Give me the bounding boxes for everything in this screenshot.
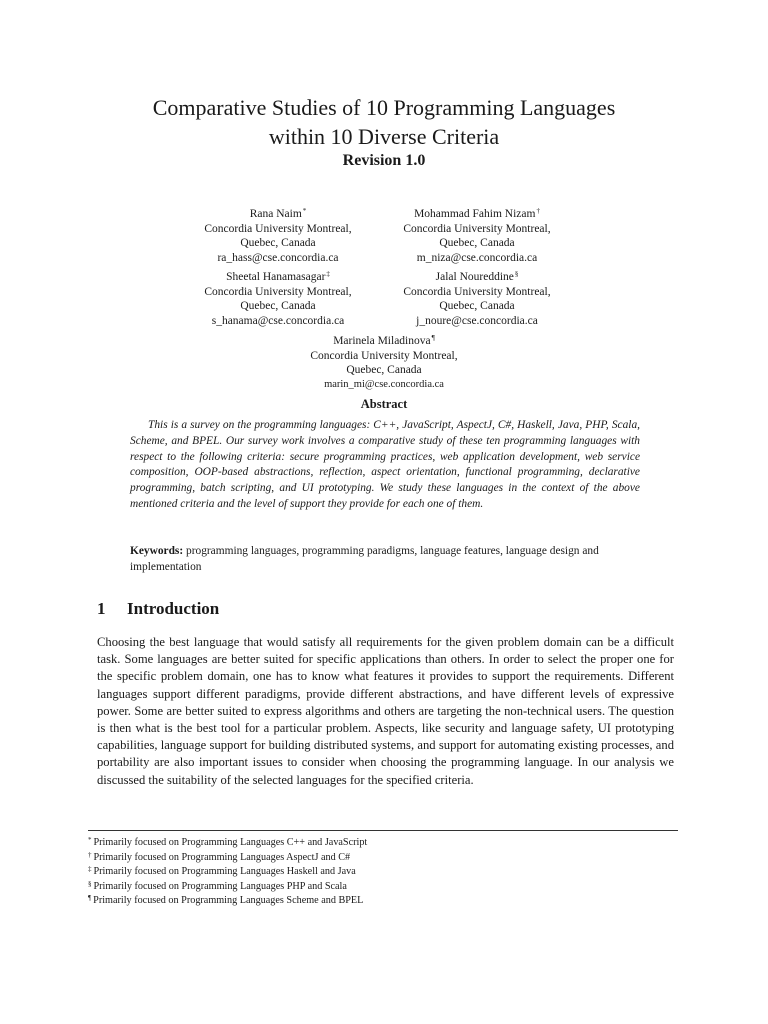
author-email: ra_hass@cse.concordia.ca	[217, 251, 339, 264]
author-email: m_niza@cse.concordia.ca	[416, 251, 538, 264]
author-mark: ‡	[326, 270, 330, 278]
revision-label: Revision 1.0	[342, 152, 426, 169]
footnotes	[88, 836, 648, 909]
paper-title	[0, 93, 768, 151]
author-email: marin_mi@cse.concordia.ca	[324, 378, 444, 390]
footnote-text: Primarily focused on Programming Languages Scheme and BPEL	[93, 895, 364, 907]
author-block	[357, 270, 597, 328]
author-location: Quebec, Canada	[346, 364, 422, 376]
footnote-mark: †	[88, 850, 92, 859]
author-block	[264, 334, 504, 392]
author-affiliation: Concordia University Montreal,	[204, 222, 352, 235]
footnote-divider	[88, 830, 678, 831]
author-name: Sheetal Hanamasagar	[226, 271, 326, 283]
section-number: 1	[97, 599, 106, 618]
author-mark: ¶	[431, 334, 435, 342]
author-location: Quebec, Canada	[240, 237, 316, 249]
footnote	[88, 880, 648, 895]
footnote	[88, 894, 648, 909]
author-email: s_hanama@cse.concordia.ca	[211, 314, 345, 327]
author-name-line	[357, 270, 597, 285]
author-affiliation: Concordia University Montreal,	[204, 285, 352, 298]
author-affiliation: Concordia University Montreal,	[403, 285, 551, 298]
author-location: Quebec, Canada	[439, 237, 515, 249]
footnote	[88, 865, 648, 880]
footnote	[88, 836, 648, 851]
abstract-text: This is a survey on the programming languages: C++, JavaScript, AspectJ, C#, Haskell, Java, PHP, Scala, Scheme, and BPEL. Our survey work involves a comparative study of these ten programming languages with respect to the following criteria: secure programming practices, web application development, web service composition, OOP-based abstractions, reflection, aspect orientation, functional programming, declarative programming, batch scripting, and UI prototyping. We study these languages in the context of the above mentioned criteria and the level of support they provide for each one of them.	[130, 419, 640, 510]
footnote-mark: ¶	[88, 894, 92, 903]
author-name: Mohammad Fahim Nizam	[414, 208, 536, 220]
footnote-mark: ‡	[88, 865, 92, 874]
keywords	[130, 544, 640, 576]
keywords-label: Keywords:	[130, 545, 184, 557]
author-mark: †	[536, 207, 540, 215]
footnote-text: Primarily focused on Programming Languages PHP and Scala	[93, 880, 347, 892]
title-line-2: within 10 Diverse Criteria	[268, 124, 500, 149]
keywords-text: programming languages, programming paradigms, language features, language design and implementation	[130, 545, 599, 573]
author-mark: *	[302, 207, 307, 215]
author-block	[357, 207, 597, 265]
author-email: j_noure@cse.concordia.ca	[416, 314, 538, 327]
author-name-line	[357, 207, 597, 222]
section-title: Introduction	[127, 599, 220, 618]
footnote-text: Primarily focused on Programming Languages AspectJ and C#	[93, 851, 351, 863]
author-affiliation: Concordia University Montreal,	[403, 222, 551, 235]
footnote-mark: *	[88, 836, 92, 844]
author-affiliation: Concordia University Montreal,	[310, 349, 458, 362]
introduction-paragraph: Choosing the best language that would satisfy all requirements for the given problem domain can be a difficult task. Some languages are better suited for specific applications than others. In order to select the proper one for the specific problem domain, one has to know what features it provides to support the requirements. Different languages support different paradigms, provide different abstractions, and have different levels of expressive power. Some are better suited to express algorithms and others are targeting the non-technical users. The question is then what is the best tool for a particular problem. Aspects, like security and language safety, UI prototyping capabilities, language support for building distributed systems, and support for automating existing processes, and portability are also important issues to consider when choosing the programming language. In our analysis we discussed the suitability of the selected languages for the specified criteria.	[97, 635, 674, 787]
abstract-heading: Abstract	[360, 397, 408, 411]
author-mark: §	[514, 270, 519, 278]
author-name: Marinela Miladinova	[333, 335, 431, 347]
author-location: Quebec, Canada	[240, 300, 316, 312]
footnote	[88, 851, 648, 866]
footnote-text: Primarily focused on Programming Languages C++ and JavaScript	[93, 837, 368, 848]
title-line-1: Comparative Studies of 10 Programming Languages	[152, 95, 616, 120]
author-location: Quebec, Canada	[439, 300, 515, 312]
author-name: Jalal Noureddine	[435, 271, 514, 283]
footnote-text: Primarily focused on Programming Languages Haskell and Java	[93, 866, 356, 878]
footnote-mark: §	[88, 879, 92, 888]
author-name-line	[264, 334, 504, 349]
section-heading	[97, 599, 219, 619]
author-name: Rana Naim	[249, 208, 302, 220]
